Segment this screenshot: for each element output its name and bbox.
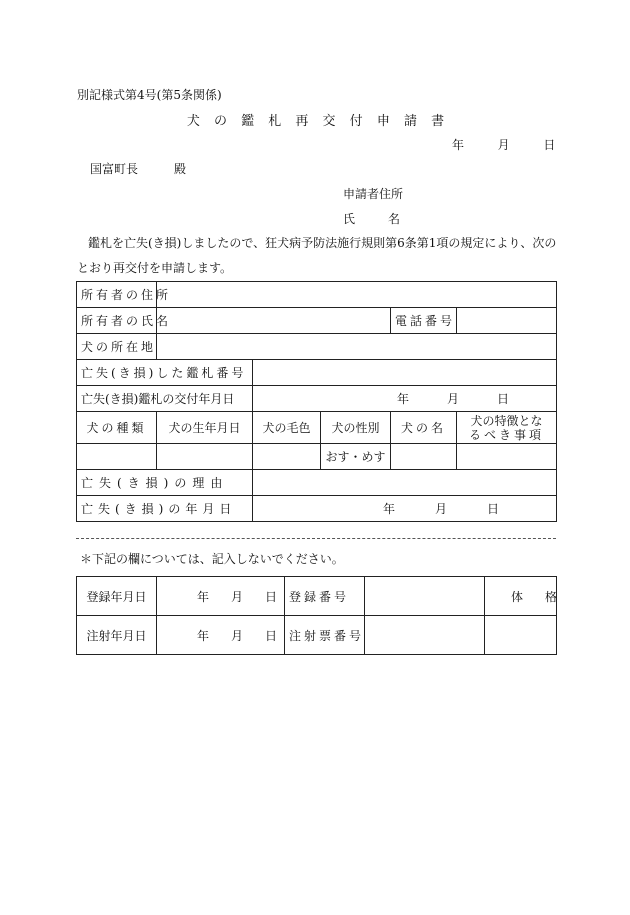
lost-date-field[interactable]	[253, 496, 557, 522]
office-use-table	[76, 576, 580, 655]
owner-name-label: 所有者の氏名	[77, 308, 157, 334]
table-row	[77, 470, 557, 496]
phone-field[interactable]	[457, 308, 557, 334]
applicant-name-label	[343, 210, 400, 227]
reg-day-label: 日	[265, 589, 278, 604]
table-row	[77, 496, 557, 522]
dog-breed-label: 犬の種類	[77, 412, 157, 444]
registration-date-field[interactable]	[157, 577, 285, 616]
cut-line-divider	[76, 538, 556, 539]
lost-date-label: 亡失(き損)の年月日	[77, 496, 253, 522]
dog-sex-label: 犬の性別	[321, 412, 391, 444]
table-row	[77, 386, 557, 412]
table-row	[77, 412, 557, 444]
inj-month-label: 月	[231, 628, 244, 643]
lost-tag-issue-date-label: 亡失(き損)鑑札の交付年月日	[77, 386, 253, 412]
applicant-address-label: 申請者住所	[343, 187, 404, 201]
registration-number-label: 登録番号	[285, 577, 365, 616]
dog-location-field[interactable]	[157, 334, 557, 360]
dog-features-field[interactable]	[457, 444, 557, 470]
lost-tag-issue-date-field[interactable]	[253, 386, 557, 412]
build-label: 体格	[485, 577, 557, 616]
body-paragraph-line-2: とおり再交付を申請します。	[77, 261, 233, 275]
form-reference: 別記様式第4号(第5条関係)	[77, 88, 222, 102]
table-row	[77, 444, 557, 470]
document-title: 犬 の 鑑 札 再 交 付 申 請 書	[186, 114, 450, 129]
lost-day-label: 日	[487, 502, 500, 516]
build-field[interactable]	[485, 616, 557, 655]
lost-year-label: 年	[383, 502, 396, 516]
injection-ticket-number-label: 注射票番号	[285, 616, 365, 655]
owner-address-field[interactable]	[157, 282, 557, 308]
lost-tag-number-label: 亡失(き損)した鑑札番号	[77, 360, 253, 386]
owner-address-label: 所有者の住所	[77, 282, 157, 308]
lost-tag-number-field[interactable]	[253, 360, 557, 386]
dog-birthdate-label: 犬の生年月日	[157, 412, 253, 444]
dog-sex-field[interactable]: おす・めす	[321, 444, 391, 470]
registration-date-label: 登録年月日	[77, 577, 157, 616]
table-row	[77, 360, 557, 386]
office-use-note: ＊下記の欄については、記入しないでください。	[80, 552, 344, 566]
issue-month-label: 月	[447, 392, 460, 406]
honorific: 殿	[174, 162, 187, 176]
dog-color-field[interactable]	[253, 444, 321, 470]
dog-name-field[interactable]	[391, 444, 457, 470]
lost-reason-field[interactable]	[253, 470, 557, 496]
issue-year-label: 年	[397, 392, 410, 406]
date-year-label: 年	[452, 138, 465, 152]
inj-day-label: 日	[265, 628, 278, 643]
phone-label: 電話番号	[391, 308, 457, 334]
dog-birthdate-field[interactable]	[157, 444, 253, 470]
application-date	[452, 136, 555, 153]
applicant-name-label-1: 氏	[343, 212, 356, 226]
table-row	[77, 577, 557, 616]
reg-year-label: 年	[197, 589, 210, 604]
registration-number-field[interactable]	[365, 577, 485, 616]
lost-reason-label: 亡失(き損)の理由	[77, 470, 253, 496]
owner-name-field[interactable]	[157, 308, 391, 334]
applicant-name-label-2: 名	[388, 212, 401, 226]
application-table	[76, 281, 557, 522]
injection-date-field[interactable]	[157, 616, 285, 655]
table-row	[77, 334, 557, 360]
table-row	[77, 616, 557, 655]
inj-year-label: 年	[197, 628, 210, 643]
reg-month-label: 月	[231, 589, 244, 604]
dog-features-label-line-1: 犬の特徴とな	[470, 413, 543, 428]
body-paragraph-line-1: 鑑札を亡失(き損)しましたので、狂犬病予防法施行規則第6条第1項の規定により、次の	[88, 236, 557, 250]
dog-name-label: 犬の名	[391, 412, 457, 444]
addressee-name: 国富町長	[90, 162, 139, 176]
dog-color-label: 犬の毛色	[253, 412, 321, 444]
injection-ticket-number-field[interactable]	[365, 616, 485, 655]
injection-date-label: 注射年月日	[77, 616, 157, 655]
issue-day-label: 日	[497, 392, 510, 406]
date-day-label: 日	[543, 138, 556, 152]
dog-features-label-line-2: るべき事項	[469, 427, 545, 442]
dog-breed-field[interactable]	[77, 444, 157, 470]
addressee	[90, 160, 186, 177]
table-row	[77, 282, 557, 308]
lost-month-label: 月	[435, 502, 448, 516]
dog-location-label: 犬の所在地	[77, 334, 157, 360]
table-row	[77, 308, 557, 334]
dog-features-label	[457, 412, 557, 444]
date-month-label: 月	[497, 138, 510, 152]
